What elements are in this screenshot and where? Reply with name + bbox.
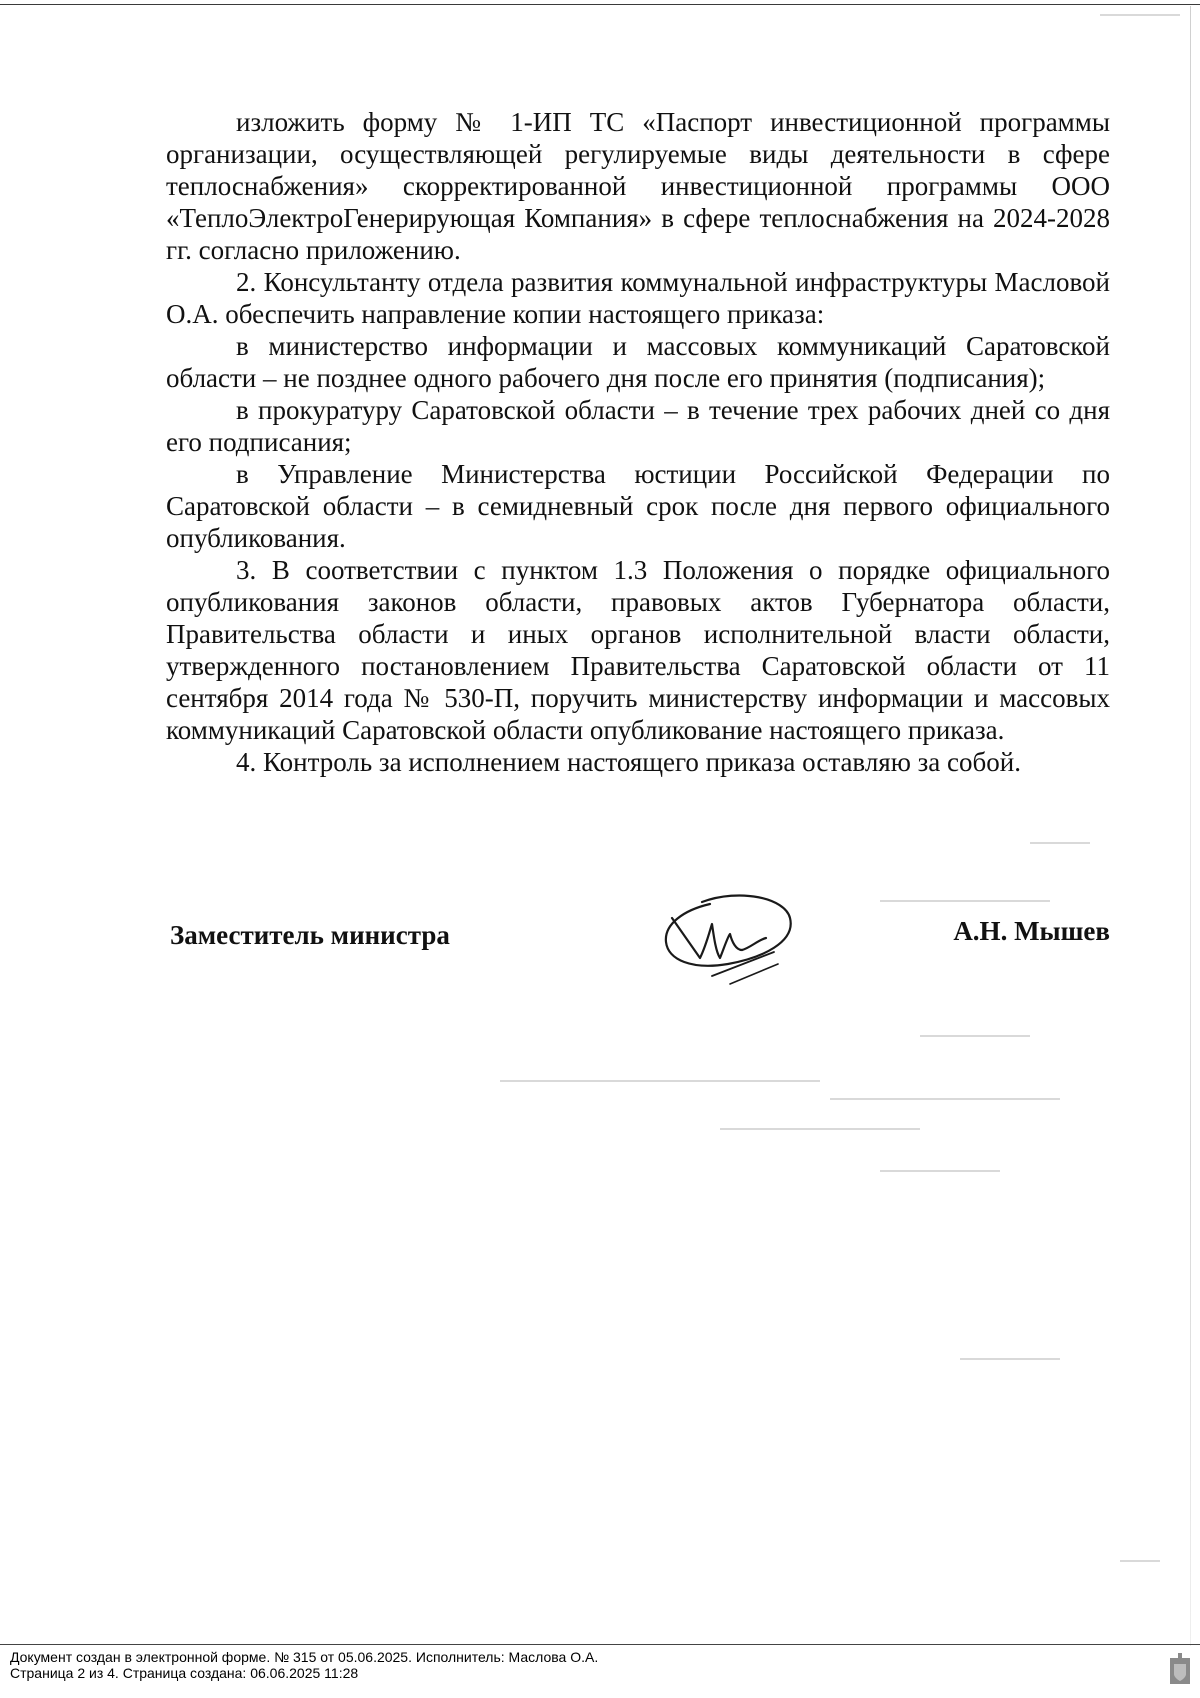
handwritten-signature [650, 880, 810, 990]
signer-title: Заместитель министра [170, 920, 450, 950]
paragraph-item-4: 4. Контроль за исполнением настоящего приказа оставляю за собой. [236, 747, 1021, 777]
footer-page-info: Страница 2 из 4. Страница создана: 06.06.2025 11:28 [10, 1665, 359, 1681]
paragraph-ministry-information: в министерство информации и массовых коммуникаций Саратовской области – не позднее одного рабочего дня после его принятия (подписания); [166, 331, 1110, 393]
scan-right-edge [1190, 6, 1191, 1646]
signer-name: А.Н. Мышев [953, 916, 1110, 946]
paragraph-justice-department: в Управление Министерства юстиции Российской Федерации по Саратовской области – в семидневный срок после дня первого официального опубликования. [166, 459, 1110, 553]
coat-of-arms-icon [1168, 1652, 1192, 1686]
paragraph-form-statement: изложить форму № 1-ИП ТС «Паспорт инвестиционной программы организации, осуществляющей регулируемые виды деятельности в сфере теплоснабжения» скорректированной инвестиционной программы ООО «ТеплоЭлектроГенерирующая Компания» в сфере теплоснабжения на 2024-2028 гг. согласно приложению. [166, 107, 1110, 265]
footer-document-info: Документ создан в электронной форме. № 315 от 05.06.2025. Исполнитель: Маслова О.А. [10, 1649, 599, 1665]
paragraph-item-2: 2. Консультанту отдела развития коммунальной инфраструктуры Масловой О.А. обеспечить направление копии настоящего приказа: [166, 267, 1110, 329]
scan-top-edge [0, 4, 1200, 5]
paragraph-item-3: 3. В соответствии с пунктом 1.3 Положения о порядке официального опубликования законов области, правовых актов Губернатора области, Правительства области и иных органов исполнительной власти области, утвержденного постановлением Правительства Саратовской области от 11 сентября 2014 года № 530-П, поручить министерству информации и массовых коммуникаций Саратовской области опубликование настоящего приказа. [166, 555, 1110, 745]
signature-block [170, 880, 1110, 990]
paragraph-prosecutor: в прокуратуру Саратовской области – в течение трех рабочих дней со дня его подписания; [166, 395, 1110, 457]
electronic-document-footer [10, 1649, 598, 1681]
footer-rule [0, 1644, 1200, 1645]
document-body [166, 106, 1110, 778]
